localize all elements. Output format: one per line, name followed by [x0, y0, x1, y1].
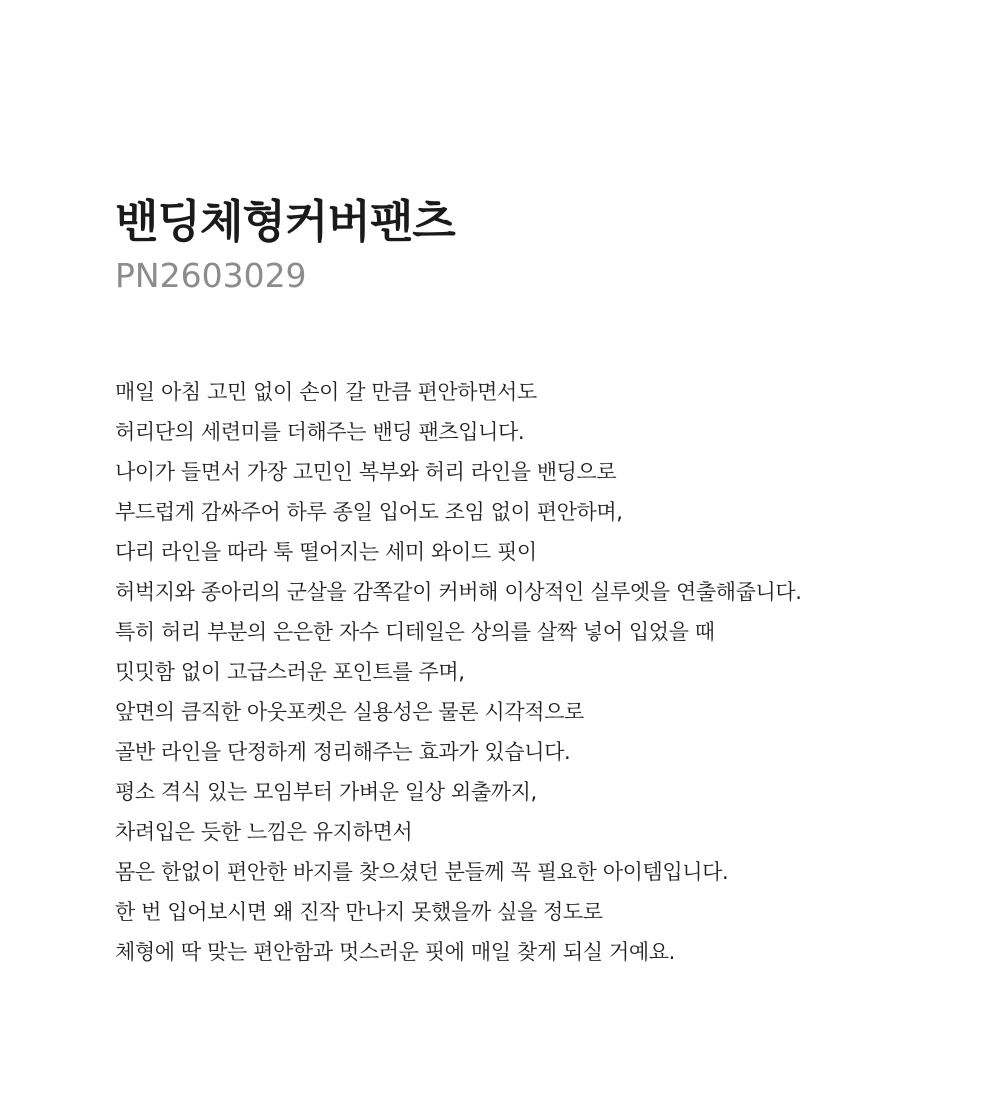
- description-line: 다리 라인을 따라 툭 떨어지는 세미 와이드 핏이: [115, 540, 537, 564]
- description-line: 체형에 딱 맞는 편안함과 멋스러운 핏에 매일 찾게 되실 거예요.: [115, 940, 675, 964]
- description-line: 허벅지와 종아리의 군살을 감쪽같이 커버해 이상적인 실루엣을 연출해줍니다.: [115, 580, 802, 604]
- description-line: 특히 허리 부분의 은은한 자수 디테일은 상의를 살짝 넣어 입었을 때: [115, 620, 715, 644]
- description-line: 평소 격식 있는 모임부터 가벼운 일상 외출까지,: [115, 780, 537, 804]
- product-title: 밴딩체형커버팬츠: [115, 195, 455, 248]
- description-line: 부드럽게 감싸주어 하루 종일 입어도 조임 없이 편안하며,: [115, 500, 623, 524]
- description-line: 나이가 들면서 가장 고민인 복부와 허리 라인을 밴딩으로: [115, 460, 617, 484]
- description-line: 앞면의 큼직한 아웃포켓은 실용성은 물론 시각적으로: [115, 700, 584, 724]
- description-line: 밋밋함 없이 고급스러운 포인트를 주며,: [115, 660, 465, 684]
- description-line: 한 번 입어보시면 왜 진작 만나지 못했을까 싶을 정도로: [115, 900, 603, 924]
- product-description: [115, 372, 985, 972]
- description-line: 허리단의 세련미를 더해주는 밴딩 팬츠입니다.: [115, 420, 525, 444]
- product-header: [115, 192, 975, 300]
- description-line: 매일 아침 고민 없이 손이 갈 만큼 편안하면서도: [115, 380, 537, 404]
- description-line: 몸은 한없이 편안한 바지를 찾으셨던 분들께 꼭 필요한 아이템입니다.: [115, 860, 729, 884]
- description-line: 차려입은 듯한 느낌은 유지하면서: [115, 820, 413, 844]
- description-line: 골반 라인을 단정하게 정리해주는 효과가 있습니다.: [115, 740, 571, 764]
- product-code: PN2603029: [115, 256, 307, 295]
